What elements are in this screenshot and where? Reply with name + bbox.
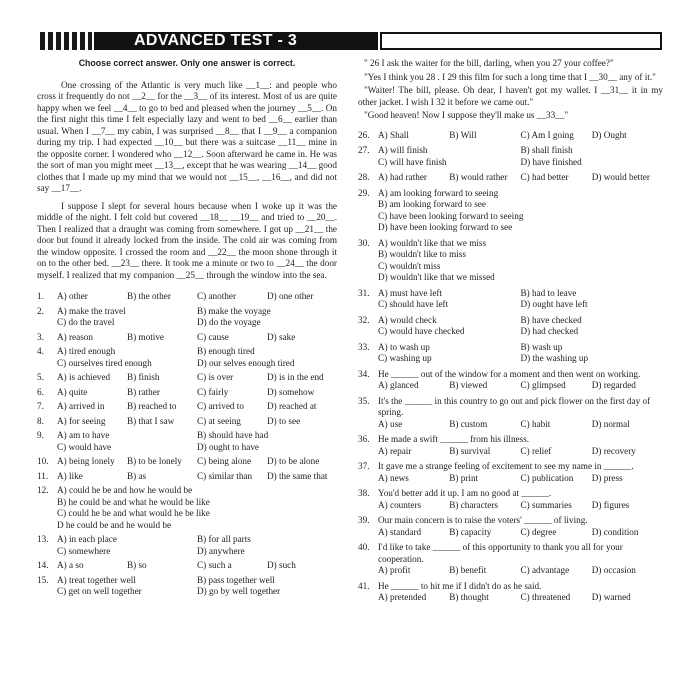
- answer-option[interactable]: D) would better: [591, 172, 650, 182]
- answer-option[interactable]: A) tired enough: [57, 346, 116, 356]
- answer-option[interactable]: C) another: [197, 291, 237, 301]
- question-stem: You'd better add it up. I am no good at ______.: [378, 488, 552, 498]
- answer-option[interactable]: B) the other: [127, 291, 171, 301]
- question-number: 40.: [358, 542, 370, 552]
- answer-option[interactable]: C) get on well together: [57, 586, 142, 596]
- question-15: [37, 575, 337, 598]
- question-stem: He ______ out of the window for a moment and then went on working.: [378, 368, 641, 379]
- question-28: [358, 172, 663, 184]
- answer-option[interactable]: B) have checked: [520, 314, 582, 325]
- answer-option[interactable]: D) occasion: [591, 565, 636, 575]
- answer-option[interactable]: D) reached at: [267, 401, 317, 411]
- answer-option[interactable]: B) for all parts: [197, 534, 251, 544]
- answer-option[interactable]: A) am to have: [57, 430, 110, 440]
- answer-option[interactable]: C) could he be and what would he be like: [57, 508, 210, 518]
- question-stem: He ______ to hit me if I didn't do as he said.: [378, 580, 542, 591]
- answer-option[interactable]: B) had to leave: [520, 287, 577, 298]
- question-number: 1.: [37, 291, 44, 301]
- answer-option[interactable]: D) wouldn't like that we missed: [378, 272, 495, 282]
- question-number: 38.: [358, 488, 370, 498]
- question-4: [37, 346, 337, 369]
- answer-option[interactable]: A) other: [57, 291, 88, 301]
- question-33: [358, 342, 663, 365]
- answer-option[interactable]: D) normal: [591, 418, 630, 429]
- answer-option[interactable]: D) such: [267, 560, 296, 570]
- answer-option[interactable]: D) condition: [591, 526, 639, 537]
- answer-option[interactable]: C) have been looking forward to seeing: [378, 210, 524, 221]
- answer-options: [57, 332, 337, 344]
- answer-option[interactable]: D) do the voyage: [197, 317, 261, 327]
- question-number: 34.: [358, 368, 370, 379]
- question-39: [358, 515, 663, 538]
- answer-options: [57, 372, 337, 384]
- answer-option[interactable]: B) to be lonely: [127, 456, 182, 466]
- answer-option[interactable]: A) to wash up: [378, 341, 430, 352]
- question-35: [358, 396, 663, 431]
- question-number: 6.: [37, 386, 44, 397]
- answer-option[interactable]: C) summaries: [520, 499, 572, 510]
- answer-option[interactable]: D) recovery: [591, 445, 636, 456]
- question-13: [37, 534, 337, 557]
- question-41: [358, 581, 663, 604]
- answer-option[interactable]: A) repair: [378, 445, 412, 456]
- answer-option[interactable]: C) would have: [57, 441, 112, 452]
- answer-option[interactable]: B) thought: [449, 592, 489, 602]
- answer-option[interactable]: D) our selves enough tired: [197, 357, 295, 368]
- dialogue-line-4: "Good heaven! Now I suppose they'll make us __33__": [364, 110, 569, 120]
- answer-option[interactable]: B) capacity: [449, 526, 492, 537]
- answer-option[interactable]: C) washing up: [378, 353, 432, 363]
- question-number: 2.: [37, 305, 44, 316]
- answer-options: [57, 471, 337, 483]
- answer-option[interactable]: B) finish: [127, 372, 160, 382]
- answer-option[interactable]: B) rather: [127, 386, 160, 397]
- question-number: 39.: [358, 515, 370, 525]
- answer-option[interactable]: B) wash up: [520, 341, 563, 352]
- answer-options: [378, 473, 663, 485]
- question-number: 31.: [358, 287, 370, 298]
- answer-option[interactable]: A) profit: [378, 565, 411, 575]
- answer-option[interactable]: D) have been looking forward to see: [378, 222, 513, 232]
- answer-option[interactable]: C) publication: [520, 472, 574, 483]
- question-2: [37, 306, 337, 329]
- question-stem: It gave me a strange feeling of excitement to see my name in ______.: [378, 461, 634, 471]
- answer-options: [378, 342, 663, 365]
- answer-option[interactable]: A) quite: [57, 386, 88, 397]
- answer-option[interactable]: C) similar than: [197, 470, 253, 481]
- answer-option[interactable]: C) somewhere: [57, 545, 111, 556]
- answer-option[interactable]: C) at seeing: [197, 415, 241, 426]
- answer-option[interactable]: A) am looking forward to seeing: [378, 187, 499, 198]
- header-stripes: [40, 32, 92, 50]
- answer-option[interactable]: D) warned: [591, 592, 631, 602]
- dialogue-line-3: "Waiter! The bill, please. Oh dear, I haven't got my wallet. I __31__ it in my other jacket. I wish I 32 it before we came out.": [358, 85, 663, 107]
- answer-options: [378, 172, 663, 184]
- answer-option[interactable]: D) had checked: [520, 326, 579, 336]
- answer-option[interactable]: C) arrived to: [197, 401, 244, 411]
- answer-option[interactable]: D) figures: [591, 499, 630, 510]
- question-number: 3.: [37, 331, 44, 342]
- answer-option[interactable]: A) could he be and how he would be: [57, 485, 193, 495]
- answer-option[interactable]: A) arrived in: [57, 401, 105, 411]
- answer-options: [57, 485, 337, 531]
- answer-option[interactable]: A) news: [378, 472, 409, 483]
- answer-option[interactable]: C) threatened: [520, 592, 571, 602]
- answer-option[interactable]: D) anywhere: [197, 545, 245, 556]
- answer-options: [378, 419, 663, 431]
- answer-option[interactable]: C) advantage: [520, 565, 570, 575]
- answer-option[interactable]: B) that I saw: [127, 415, 175, 426]
- answer-option[interactable]: A) Shall: [378, 129, 409, 140]
- answer-option[interactable]: D) to see: [267, 415, 301, 426]
- answer-option[interactable]: B) print: [449, 472, 479, 483]
- question-38: [358, 488, 663, 511]
- question-5: [37, 372, 337, 384]
- answer-options: [378, 527, 663, 539]
- answer-options: [378, 288, 663, 311]
- question-26: [358, 130, 663, 142]
- question-list-right: [358, 130, 663, 604]
- answer-options: [57, 560, 337, 572]
- answer-option[interactable]: C) glimpsed: [520, 380, 566, 390]
- answer-option[interactable]: B) wouldn't like to miss: [378, 249, 466, 259]
- answer-options: [57, 306, 337, 329]
- answer-option[interactable]: A) counters: [378, 499, 422, 510]
- answer-option[interactable]: B) characters: [449, 499, 498, 510]
- answer-option[interactable]: A) reason: [57, 331, 93, 342]
- answer-options: [378, 565, 663, 577]
- question-number: 13.: [37, 534, 49, 544]
- question-14: [37, 560, 337, 572]
- answer-option[interactable]: A) for seeing: [57, 415, 106, 426]
- question-32: [358, 315, 663, 338]
- answer-option[interactable]: C) habit: [520, 418, 551, 429]
- answer-option[interactable]: B) benefit: [449, 565, 487, 575]
- answer-options: [378, 315, 663, 338]
- answer-options: [378, 188, 663, 234]
- header-outline: [380, 32, 662, 50]
- answer-option[interactable]: B) viewed: [449, 380, 488, 390]
- question-number: 28.: [358, 172, 370, 182]
- dialogue-line-2: "Yes I think you 28 . I 29 this film for such a long time that I __30__ any of it.": [364, 71, 656, 82]
- answer-option[interactable]: B) custom: [449, 418, 488, 429]
- passage-paragraph-2: I suppose I slept for several hours because when I woke up it was the middle of the night. I felt cold but covered __18__ __19__ and tried to __20__. Then I realized that a draught was coming from somewhere. I got up __21__ the door but found it already locked from the inside. The cold air was coming from the window opposite. I crossed the room and __22__ the moon shone through it on to the other bed. __23__ there. It took me a minute or two to __24__ the door myself. I realized that my companion __25__ through the window into the sea.: [37, 200, 337, 280]
- question-stem: I'd like to take ______ of this opportunity to thank you all for your cooperation.: [378, 542, 623, 564]
- answer-option[interactable]: C) fairly: [197, 386, 229, 397]
- answer-options: [57, 346, 337, 369]
- passage-paragraph-1: One crossing of the Atlantic is very much like __1__: and people who cross it frequently do not __2__ for the __3__ of its interest. Most of us are quite happy when we feel __4__ to go to bed and pleased when the journey __5__. On the first night this time I felt especially lazy and went to bed __6__ earlier than usual. When I __7__ my cabin, I was surprised __8__ that I __9__ a companion during my trip. I had expected __10__ but there was a suitcase __11__ mine in the opposite corner. I wondered who __12__. Soon afterward he came in. He was the sort of man you might meet __13__, except that he was wearing __14__ good clothes that I made up my mind that we would not __15__, __16__, and did not say __17__.: [37, 79, 337, 193]
- answer-option[interactable]: C) Am I going: [520, 129, 574, 140]
- answer-option[interactable]: D) somehow: [267, 386, 315, 397]
- answer-option[interactable]: B) reached to: [127, 401, 177, 411]
- question-27: [358, 145, 663, 168]
- question-number: 35.: [358, 395, 370, 406]
- answer-option[interactable]: C) will have finish: [378, 156, 447, 167]
- header-bar: [40, 32, 662, 50]
- question-34: [358, 369, 663, 392]
- question-10: [37, 456, 337, 468]
- question-number: 8.: [37, 415, 44, 426]
- instruction: Choose correct answer. Only one answer is correct.: [78, 58, 296, 68]
- question-29: [358, 188, 663, 234]
- question-12: [37, 485, 337, 531]
- answer-option[interactable]: D) regarded: [591, 380, 636, 390]
- answer-option[interactable]: B) would rather: [449, 172, 508, 182]
- left-column: [37, 58, 337, 601]
- answer-option[interactable]: A) glanced: [378, 380, 419, 390]
- answer-option[interactable]: B) am looking forward to see: [378, 199, 486, 209]
- answer-option[interactable]: D) have finished: [520, 156, 582, 167]
- question-number: 12.: [37, 485, 49, 495]
- answer-option[interactable]: B) should have had: [197, 430, 269, 440]
- question-number: 27.: [358, 145, 370, 155]
- question-number: 37.: [358, 461, 370, 471]
- answer-option[interactable]: A) in each place: [57, 534, 117, 544]
- answer-option[interactable]: A) standard: [378, 526, 422, 537]
- answer-option[interactable]: A) had rather: [378, 172, 427, 182]
- answer-option[interactable]: D) Ought: [591, 129, 627, 140]
- answer-options: [378, 380, 663, 392]
- answer-option[interactable]: D) to be alone: [267, 456, 320, 466]
- answer-option[interactable]: B) he could be and what he would be like: [57, 496, 210, 507]
- answer-option[interactable]: D) the same that: [267, 470, 328, 481]
- question-9: [37, 430, 337, 453]
- question-40: [358, 542, 663, 577]
- answer-option[interactable]: C) being alone: [197, 456, 252, 466]
- answer-option[interactable]: D) go by well together: [197, 586, 281, 596]
- answer-option[interactable]: A) treat together well: [57, 574, 136, 585]
- answer-option[interactable]: C) would have checked: [378, 326, 465, 336]
- question-number: 14.: [37, 560, 49, 570]
- answer-option[interactable]: C) relief: [520, 445, 552, 456]
- dialogue-line-1: " 26 I ask the waiter for the bill, darling, when you 27 your coffee?": [364, 58, 614, 68]
- answer-option[interactable]: D) is in the end: [267, 372, 324, 382]
- question-1: [37, 291, 337, 303]
- question-list-left: [37, 291, 337, 598]
- question-37: [358, 461, 663, 484]
- answer-options: [378, 238, 663, 284]
- answer-option[interactable]: A) make the travel: [57, 305, 126, 316]
- answer-option[interactable]: D) ought to have: [197, 441, 260, 452]
- question-number: 33.: [358, 341, 370, 352]
- answer-option[interactable]: C) degree: [520, 526, 557, 537]
- answer-option[interactable]: C) is over: [197, 372, 234, 382]
- answer-option[interactable]: A) will finish: [378, 145, 428, 155]
- question-8: [37, 416, 337, 428]
- answer-option[interactable]: B) so: [127, 560, 147, 570]
- answer-option[interactable]: C) should have left: [378, 299, 449, 309]
- question-number: 5.: [37, 372, 44, 382]
- question-number: 10.: [37, 456, 49, 466]
- answer-option[interactable]: A) must have left: [378, 287, 443, 298]
- answer-options: [57, 401, 337, 413]
- question-stem: Our main concern is to raise the voters' ______ of living.: [378, 515, 588, 525]
- answer-option[interactable]: C) such a: [197, 560, 232, 570]
- answer-option[interactable]: A) like: [57, 470, 83, 481]
- answer-option[interactable]: C) had better: [520, 172, 569, 182]
- answer-options: [378, 500, 663, 512]
- answer-options: [57, 387, 337, 399]
- answer-option[interactable]: A) being lonely: [57, 456, 115, 466]
- answer-option[interactable]: D) the washing up: [520, 353, 589, 363]
- answer-options: [57, 575, 337, 598]
- answer-options: [57, 456, 337, 468]
- answer-option[interactable]: D he could be and he would be: [57, 519, 172, 530]
- question-30: [358, 238, 663, 284]
- answer-options: [378, 446, 663, 458]
- answer-option[interactable]: D) press: [591, 472, 623, 483]
- question-number: 30.: [358, 237, 370, 248]
- answer-option[interactable]: A) pretended: [378, 592, 427, 602]
- answer-option[interactable]: B) enough tired: [197, 346, 255, 356]
- answer-options: [57, 291, 337, 303]
- answer-options: [378, 130, 663, 142]
- answer-option[interactable]: A) is achieved: [57, 372, 111, 382]
- page-title: ADVANCED TEST - 3: [94, 32, 378, 50]
- answer-option[interactable]: C) do the travel: [57, 317, 115, 327]
- question-number: 41.: [358, 580, 370, 591]
- question-number: 15.: [37, 574, 49, 585]
- answer-option[interactable]: C) ourselves tired enough: [57, 357, 152, 368]
- question-number: 9.: [37, 430, 44, 440]
- question-11: [37, 471, 337, 483]
- question-3: [37, 332, 337, 344]
- question-stem: He made a swift ______ from his illness.: [378, 434, 530, 444]
- question-number: 7.: [37, 401, 44, 411]
- question-number: 26.: [358, 129, 370, 140]
- question-number: 32.: [358, 314, 370, 325]
- answer-option[interactable]: B) as: [127, 470, 147, 481]
- question-number: 11.: [37, 470, 49, 481]
- question-number: 4.: [37, 346, 44, 356]
- question-36: [358, 434, 663, 457]
- answer-option[interactable]: A) use: [378, 418, 403, 429]
- answer-option[interactable]: D) one other: [267, 291, 314, 301]
- answer-option[interactable]: A) a so: [57, 560, 84, 570]
- answer-option[interactable]: B) make the voyage: [197, 305, 271, 316]
- answer-option[interactable]: D) sake: [267, 331, 296, 342]
- answer-option[interactable]: C) wouldn't miss: [378, 260, 441, 271]
- answer-options: [57, 416, 337, 428]
- question-number: 29.: [358, 187, 370, 198]
- answer-option[interactable]: C) cause: [197, 331, 229, 342]
- right-column: [358, 58, 663, 608]
- answer-options: [57, 534, 337, 557]
- answer-option[interactable]: D) ought have left: [520, 299, 588, 309]
- answer-option[interactable]: A) wouldn't like that we miss: [378, 237, 487, 248]
- answer-option[interactable]: B) Will: [449, 129, 477, 140]
- question-number: 36.: [358, 434, 370, 444]
- answer-options: [378, 145, 663, 168]
- answer-option[interactable]: B) shall finish: [520, 145, 573, 155]
- answer-option[interactable]: B) motive: [127, 331, 165, 342]
- answer-options: [57, 430, 337, 453]
- question-7: [37, 401, 337, 413]
- answer-options: [378, 592, 663, 604]
- answer-option[interactable]: B) survival: [449, 445, 491, 456]
- answer-option[interactable]: A) would check: [378, 314, 437, 325]
- question-stem: It's the ______ in this country to go out and pick flower on the first day of spring.: [378, 395, 651, 417]
- answer-option[interactable]: B) pass together well: [197, 574, 275, 585]
- question-6: [37, 387, 337, 399]
- question-31: [358, 288, 663, 311]
